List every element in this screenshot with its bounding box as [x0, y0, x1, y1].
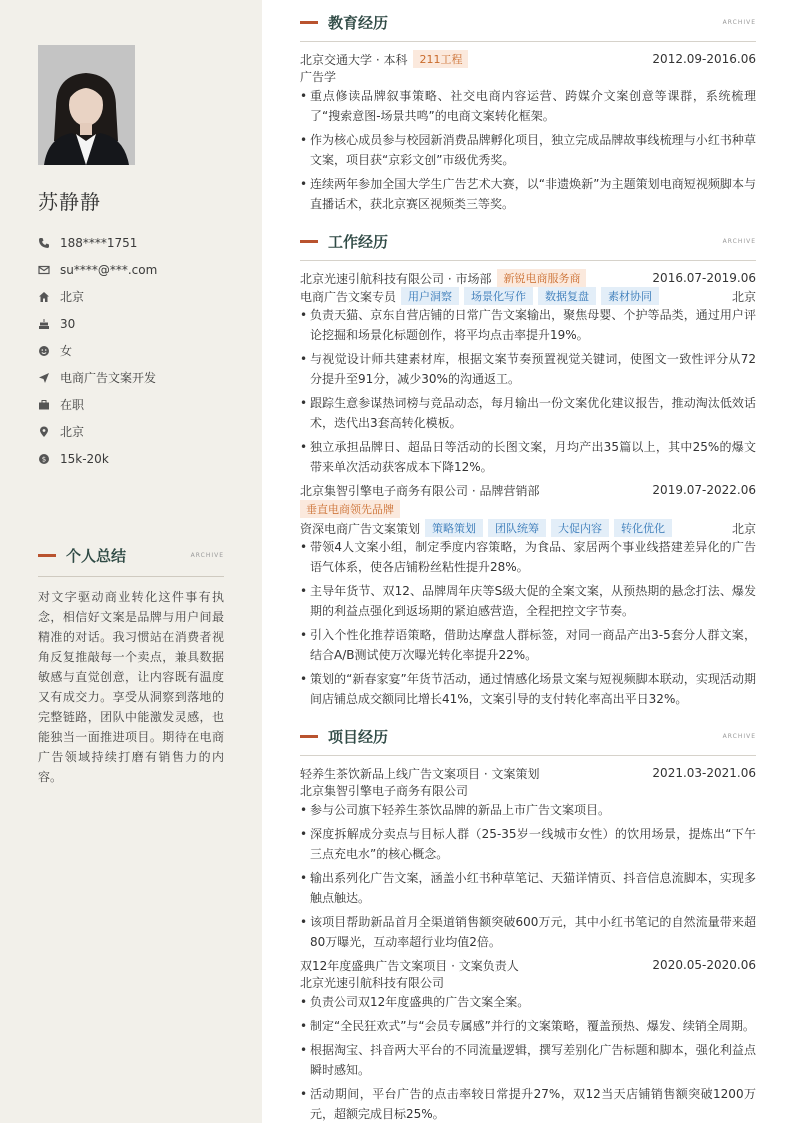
education-bullets: [300, 86, 756, 214]
job-city: 北京: [731, 521, 756, 536]
avatar: [38, 45, 135, 165]
project-bullets: [300, 800, 756, 952]
summary-section: [38, 545, 224, 787]
job-city: 北京: [731, 289, 756, 304]
job-bullets: [300, 537, 756, 709]
home-icon: [38, 291, 50, 303]
phone-icon: [38, 237, 50, 249]
job-date: 2019.07-2022.06: [652, 483, 756, 497]
job-date: 2016.07-2019.06: [652, 271, 756, 285]
list-item: • 独立承担品牌日、超品日等活动的长图文案，月均产出35篇以上，其中25%的爆文带来单次活动获客成本下降12%。: [300, 437, 756, 477]
projects-title: 项目经历: [328, 728, 389, 746]
cake-icon: [38, 318, 50, 330]
education-date: 2012.09-2016.06: [652, 52, 756, 66]
list-item: • 参与公司旗下轻养生茶饮品牌的新品上市广告文案项目。: [300, 800, 756, 820]
list-item: • 活动期间，平台广告的点击率较日常提升27%，双12当天店铺销售额突破1200万元，超额完成目标25%。: [300, 1084, 756, 1124]
projects-header: [300, 726, 756, 747]
list-item: • 与视觉设计师共建素材库，根据文案节奏预置视觉关键词，使图文一致性评分从72分提升至91分，减少30%的沟通返工。: [300, 349, 756, 389]
list-item: • 引入个性化推荐语策略，借助达摩盘人群标签，对同一商品产出3-5套分人群文案，结合A/B测试使万次曝光转化率提升22%。: [300, 625, 756, 665]
svg-text:$: $: [41, 455, 47, 463]
summary-tag: ARCHIVE: [190, 552, 224, 559]
section-accent-bar: [300, 240, 318, 243]
job-role: 电商广告文案专员: [300, 289, 397, 304]
info-gender-text: 女: [60, 344, 73, 358]
info-age: [38, 310, 238, 337]
list-item: • 作为核心成员参与校园新消费品牌孵化项目，独立完成品牌故事线梳理与小红书种草文案，项目获“京彩文创”市级优秀奖。: [300, 130, 756, 170]
info-salary-text: 15k-20k: [60, 451, 109, 466]
project-entry: [300, 764, 756, 952]
summary-header: [38, 545, 224, 566]
education-header: [300, 12, 756, 33]
skill-tag: 场景化写作: [464, 287, 533, 305]
project-row: [300, 764, 756, 782]
education-title: 教育经历: [328, 14, 389, 32]
salary-icon: [38, 453, 50, 465]
skill-tag: 团队统筹: [488, 519, 546, 537]
info-phone: [38, 229, 238, 256]
info-gender: [38, 337, 238, 364]
list-item: • 跟踪生意参谋热词榜与竞品动态，每月输出一份文案优化建议报告，推动淘汰低效话术，迭代出3套高转化模板。: [300, 393, 756, 433]
major: 广告学: [300, 70, 337, 84]
skill-tag: 用户洞察: [401, 287, 459, 305]
job-role-row: [300, 519, 756, 537]
job-role: 资深电商广告文案策划: [300, 521, 421, 536]
info-home-text: 北京: [60, 290, 85, 304]
mail-icon: [38, 264, 50, 276]
company-badge: 垂直电商领先品牌: [300, 500, 400, 518]
project-entry: [300, 956, 756, 1124]
job-bullets: [300, 305, 756, 477]
info-salary: [38, 445, 238, 472]
contact-info-list: [38, 229, 238, 472]
list-item: • 该项目帮助新品首月全渠道销售额突破600万元，其中小红书笔记的自然流量带来超80万曝光，互动率超行业均值2倍。: [300, 912, 756, 952]
skill-tag: 转化优化: [614, 519, 672, 537]
project-name: 轻养生茶饮新品上线广告文案项目 · 文案策划: [300, 766, 540, 781]
job-entry: [300, 269, 756, 477]
section-divider: [38, 576, 224, 577]
project-name: 双12年度盛典广告文案项目 · 文案负责人: [300, 958, 519, 973]
list-item: • 重点修读品牌叙事策略、社交电商内容运营、跨媒介文案创意等课群，系统梳理了“搜索意图-场景共鸣”的电商文案转化框架。: [300, 86, 756, 126]
section-accent-bar: [300, 21, 318, 24]
work-header: [300, 231, 756, 252]
summary-title: 个人总结: [66, 547, 127, 565]
project-date: 2021.03-2021.06: [652, 766, 756, 780]
projects-section: [300, 726, 756, 1128]
list-item: • 负责天猫、京东自营店铺的日常广告文案输出，聚焦母婴、个护等品类，通过用户评论挖掘和场景化标题创作，将平均点击率提升19%。: [300, 305, 756, 345]
info-status-text: 在职: [60, 398, 85, 412]
work-tag: ARCHIVE: [722, 238, 756, 245]
list-item: • 深度拆解成分卖点与目标人群（25-35岁一线城市女性）的饮用场景，提炼出“下午三点充电水”的核心概念。: [300, 824, 756, 864]
section-accent-bar: [300, 735, 318, 738]
project-row: [300, 956, 756, 974]
job-company: 北京光速引航科技有限公司 · 市场部: [300, 271, 492, 286]
job-row: [300, 269, 756, 287]
skill-tag: 策略策划: [425, 519, 483, 537]
skill-tag: 大促内容: [551, 519, 609, 537]
education-tag: ARCHIVE: [722, 19, 756, 26]
list-item: • 带领4人文案小组，制定季度内容策略，为食品、家居两个事业线搭建差异化的广告语气体系，使各店铺粉丝粘性提升28%。: [300, 537, 756, 577]
school-badge: 211工程: [413, 50, 468, 68]
info-status: [38, 391, 238, 418]
info-target-job-text: 电商广告文案开发: [60, 371, 157, 385]
info-location-text: 北京: [60, 425, 85, 439]
list-item: • 根据淘宝、抖音两大平台的不同流量逻辑，撰写差别化广告标题和脚本，强化利益点瞬时感知。: [300, 1040, 756, 1080]
job-row: [300, 481, 756, 499]
projects-tag: ARCHIVE: [722, 733, 756, 740]
list-item: • 负责公司双12年度盛典的广告文案全案。: [300, 992, 756, 1012]
info-location: [38, 418, 238, 445]
education-row: [300, 50, 756, 68]
info-email: [38, 256, 238, 283]
education-section: [300, 12, 756, 218]
briefcase-icon: [38, 399, 50, 411]
job-company: 北京集智引擎电子商务有限公司 · 品牌营销部: [300, 483, 540, 498]
work-section: [300, 231, 756, 713]
school-name: 北京交通大学 · 本科: [300, 52, 408, 67]
gender-icon: [38, 345, 50, 357]
project-org: 北京集智引擎电子商务有限公司: [300, 784, 469, 798]
sidebar: [0, 0, 262, 1123]
summary-text: 对文字驱动商业转化这件事有执念，相信好文案是品牌与用户间最精准的对话。我习惯站在消费者视角反复推敲每一个卖点，兼具数据敏感与直觉创意，让内容既有温度又有成交力。享受从洞察到落地的完整链路，团队中能激发灵感，也能独当一面推进项目。期待在电商广告领域持续打磨有销售力的内容。: [38, 590, 224, 784]
job-role-row: [300, 287, 756, 305]
info-home: [38, 283, 238, 310]
project-bullets: [300, 992, 756, 1124]
project-org: 北京光速引航科技有限公司: [300, 976, 445, 990]
list-item: • 输出系列化广告文案，涵盖小红书种草笔记、天猫详情页、抖音信息流脚本，实现多触点触达。: [300, 868, 756, 908]
skill-tag: 素材协同: [601, 287, 659, 305]
location-icon: [38, 426, 50, 438]
project-date: 2020.05-2020.06: [652, 958, 756, 972]
list-item: • 制定“全民狂欢式”与“会员专属感”并行的文案策略，覆盖预热、爆发、续销全周期。: [300, 1016, 756, 1036]
list-item: • 主导年货节、双12、品牌周年庆等S级大促的全案文案，从预热期的悬念打法、爆发期的利益点强化到返场期的紧迫感营造，全程把控文字节奏。: [300, 581, 756, 621]
skill-tag: 数据复盘: [538, 287, 596, 305]
info-target-job: [38, 364, 238, 391]
section-accent-bar: [38, 554, 56, 557]
info-email-text: su****@***.com: [60, 262, 158, 277]
work-title: 工作经历: [328, 233, 389, 251]
job-entry: [300, 481, 756, 709]
send-icon: [38, 372, 50, 384]
company-badge-row: [300, 499, 756, 519]
candidate-name: 苏静静: [38, 190, 101, 214]
info-phone-text: 188****1751: [60, 235, 138, 250]
info-age-text: 30: [60, 316, 76, 331]
list-item: • 连续两年参加全国大学生广告艺术大赛，以“非遗焕新”为主题策划电商短视频脚本与直播话术，获北京赛区视频类三等奖。: [300, 174, 756, 214]
list-item: • 策划的“新春家宴”年货节活动，通过情感化场景文案与短视频脚本联动，实现活动期间店铺总成交额同比增长41%，文案引导的支付转化率高出平日32%。: [300, 669, 756, 709]
company-badge: 新锐电商服务商: [497, 269, 586, 287]
